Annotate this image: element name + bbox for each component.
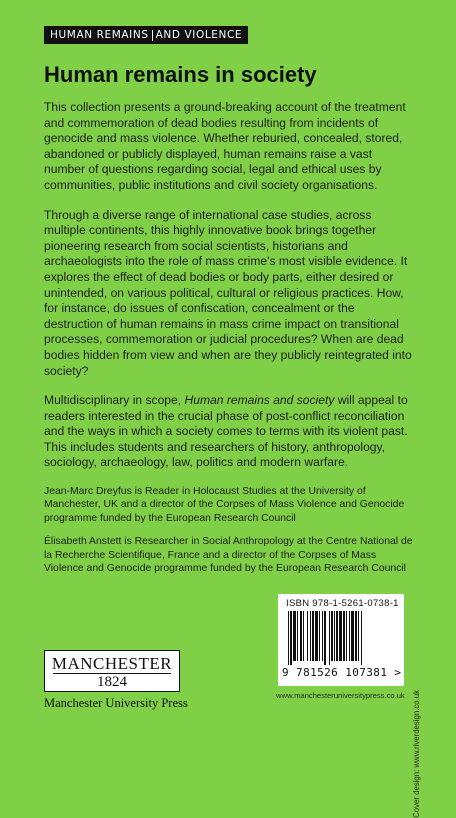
barcode-bar bbox=[300, 611, 302, 661]
barcode-bar bbox=[307, 611, 308, 661]
blurb-paragraph-2: Through a diverse range of international case studies, across multiple continents, this highly innovative book brings together pioneering research from social scientists, historians and archaeologists into the role of mass crime's most visible evidence. It explores the effect of dead bodies or body parts, either desired or unintended, on various political, cultural or religious practices. How, for instance, do issues of confiscation, concealment or the destruction of human remains in mass crime impact on transitional processes, commemoration or judicial procedures? When are dead bodies hidden from view and when are they publicly reintegrated into society? bbox=[44, 207, 412, 378]
isbn-label: ISBN 978-1-5261-0738-1 bbox=[286, 598, 399, 609]
barcode-bar bbox=[329, 611, 330, 665]
blurb-paragraph-3-end: will appeal to readers interested in the crucial phase of post-conflict reconciliation and the ways in which a society comes to terms with its violent past. This includes students and researchers of history, anthropology, sociology, archaeology, law, politics and modern warfare. bbox=[44, 393, 408, 470]
blurb-paragraph-3 bbox=[44, 393, 416, 471]
editor-bio-1: Jean-Marc Dreyfus is Reader in Holocaust Studies at the University of Manchester, UK and a director of the Corpses of Mass Violence and Genocide programme funded by the European Research Council bbox=[44, 486, 405, 524]
barcode-bar bbox=[290, 611, 292, 665]
barcode-bar bbox=[351, 611, 354, 661]
cover-design-credit: Cover design: www.riverdesign.co.uk bbox=[412, 690, 421, 818]
barcode-bar bbox=[349, 611, 350, 661]
barcode-bar bbox=[288, 611, 289, 665]
editor-bio-2: Élisabeth Anstett is Researcher in Social Anthropology at the Centre National de la Recherche Scientifique, France and a director of the Corpses of Mass Violence and Genocide programme funded by the European Research Council bbox=[44, 536, 413, 575]
series-name-part1: HUMAN REMAINS bbox=[50, 29, 149, 41]
publisher-name: Manchester University Press bbox=[44, 696, 188, 710]
barcode-bar bbox=[358, 611, 359, 661]
barcode-bar bbox=[324, 611, 326, 665]
barcode-bar bbox=[346, 611, 347, 661]
logo-name: MANCHESTER bbox=[51, 653, 173, 673]
barcode-bar bbox=[303, 611, 304, 661]
barcode-bar bbox=[312, 611, 314, 661]
blurb-paragraph-1: This collection presents a ground-breaking account of the treatment and commemoration of dead bodies resulting from incidents of genocide and mass violence. Whether reburied, concealed, stored, abandoned or publicly displayed, human remains raise a vast number of questions regarding social, legal and ethical uses by communities, public institutions and civil society organisations. bbox=[44, 100, 406, 192]
series-name-part2: AND VIOLENCE bbox=[155, 29, 243, 41]
barcode-digits: 9 781526 107381 > bbox=[282, 666, 402, 679]
blurb-paragraph-3-start: Multidisciplinary in scope, bbox=[44, 393, 185, 408]
series-banner bbox=[44, 26, 248, 44]
barcode-bar bbox=[319, 611, 320, 661]
barcode-bar bbox=[297, 611, 298, 661]
barcode-panel bbox=[278, 594, 404, 686]
publisher-logo bbox=[44, 650, 188, 711]
logo-box bbox=[44, 650, 180, 692]
barcode-bar bbox=[355, 611, 357, 661]
blurb bbox=[44, 100, 416, 586]
barcode-bar bbox=[331, 611, 333, 661]
barcode-bar bbox=[310, 611, 311, 661]
book-title: Human remains in society bbox=[44, 62, 317, 87]
barcode-bar bbox=[361, 611, 362, 665]
barcode-bar bbox=[334, 611, 335, 661]
barcode-bar bbox=[336, 611, 338, 661]
barcode-bar bbox=[339, 611, 342, 661]
series-divider bbox=[152, 30, 153, 41]
book-title-italic: Human remains and society bbox=[184, 393, 335, 408]
barcode-bar bbox=[322, 611, 323, 661]
publisher-website: www.manchesteruniversitypress.co.uk bbox=[276, 691, 405, 700]
barcode-bar bbox=[315, 611, 318, 661]
barcode-bar bbox=[293, 611, 296, 661]
barcode-bar bbox=[343, 611, 345, 661]
logo-year: 1824 bbox=[97, 673, 127, 690]
barcode-image bbox=[286, 611, 398, 665]
